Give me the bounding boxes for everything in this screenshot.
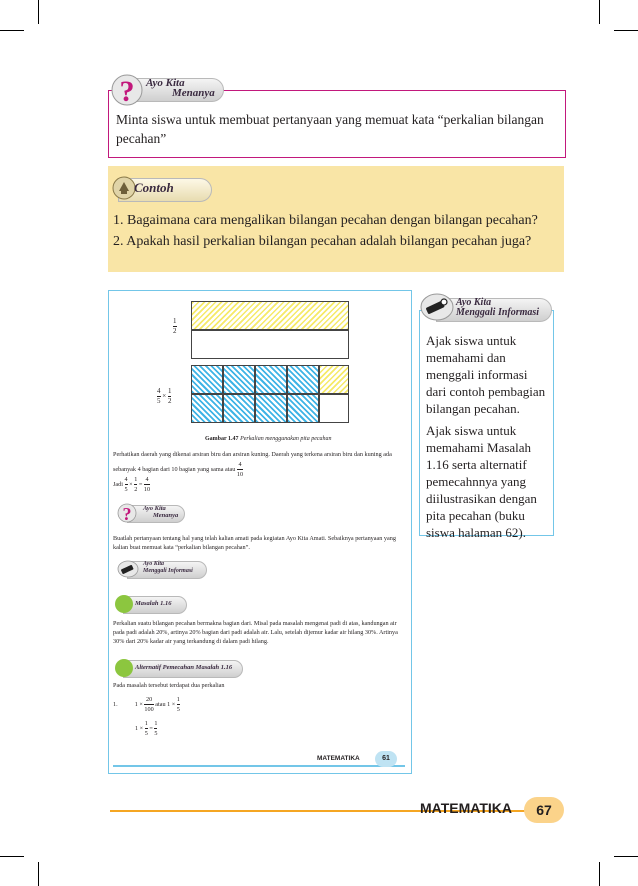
inner-jadi-line: Jadi $\frac{4}{5}$ × $\frac{1}{2}$ = $\frac{4}{10}$	[113, 476, 151, 493]
info-badge-title: Ayo Kita Menggali Informasi	[456, 297, 540, 318]
info-paragraph-1: Ajak siswa untuk memahami dan menggali informasi dari contoh pembagian bilangan pecahan.	[426, 333, 546, 416]
inner-info-badge-title: Ayo Kita Menggali Informasi	[143, 561, 193, 574]
inner-footer-label: MATEMATIKA	[317, 755, 360, 762]
strip-cell-blue	[287, 394, 319, 423]
crop-mark	[38, 862, 39, 886]
svg-text:?: ?	[122, 504, 132, 523]
inner-page-number: 61	[375, 751, 397, 767]
crop-mark	[38, 0, 39, 24]
ask-badge-title: Ayo Kita Menanya	[146, 77, 215, 99]
magnifier-icon	[117, 559, 139, 579]
inner-paragraph-2: Buatlah pertanyaan tentang hal yang telah kalian amati pada kegiatan Ayo Kita Amati. Sebaiknya pertanyaan yang kalian buat memuat kata “perkalian bilangan pecahan”.	[113, 535, 396, 551]
crop-mark	[614, 856, 638, 857]
lightbulb-icon	[115, 659, 133, 677]
strip-half-blank	[191, 330, 349, 359]
example-icon	[112, 176, 136, 200]
figure-caption: Gambar 1.47 Perkalian menggunakan pita pecahan	[205, 436, 332, 442]
info-text	[426, 332, 548, 541]
inner-footer-line	[113, 765, 405, 767]
strip-cell-both	[255, 365, 287, 394]
inner-paragraph-4: Pada masalah tersebut terdapat dua perkalian	[113, 682, 225, 689]
strip-cell-both	[191, 365, 223, 394]
frac-expr-label: $\frac{4}{5}$ × $\frac{1}{2}$	[157, 387, 172, 405]
crop-mark	[0, 856, 24, 857]
example-question-2: 2. Apakah hasil perkalian bilangan pecahan adalah bilangan pecahan juga?	[113, 234, 532, 249]
strip-cell-both	[223, 365, 255, 394]
crop-mark	[599, 862, 600, 886]
question-mark-icon	[110, 72, 144, 106]
example-badge-title: Contoh	[134, 180, 174, 195]
strip-cell-both	[287, 365, 319, 394]
strip-cell-yellow	[319, 365, 349, 394]
strip-cell-blank	[319, 394, 349, 423]
magnifier-icon	[420, 292, 454, 322]
alt-badge-title: Alternatif Pemecahan Masalah 1.16	[135, 664, 233, 671]
ask-instruction-text: Minta siswa untuk membuat pertanyaan yang memuat kata “perkalian bilangan pecahan”	[116, 112, 544, 146]
example-questions	[113, 210, 563, 252]
crop-mark	[614, 30, 638, 31]
example-question-1: 1. Bagaimana cara mengalikan bilangan pecahan dengan bilangan pecahan?	[113, 213, 538, 228]
strip-cell-blue	[191, 394, 223, 423]
page-number: 67	[524, 797, 564, 823]
masalah-badge-title: Masalah 1.16	[135, 600, 172, 607]
footer-label: MATEMATIKA	[420, 800, 513, 816]
info-paragraph-2: Ajak siswa untuk memahami Masalah 1.16 serta alternatif pemecahnnya yang diilustrasikan dengan pita pecahan (buku siswa halaman 62).	[426, 423, 537, 540]
masalah-icon	[115, 595, 133, 613]
strip-half-shaded	[191, 301, 349, 330]
inner-paragraph-1: Perhatikan daerah yang dikenai arsiran biru dan arsiran kuning. Daerah yang terkena arsiran biru dan kuning ada sebanyak 4 bagian dari 10 bagian yang sama atau $\frac{4}{10}$	[113, 451, 392, 478]
inner-paragraph-3: Perkalian suatu bilangan pecahan bermakna bagian dari. Misal pada masalah mengenai padi di atas, kandungan air pada padi adalah 20%, artinya 20% bagian dari padi adalah air. Lalu, setelah dijemur kadar air hilang 30%. Artinya 30% dari 20% kadar air yang terkandung di dalam padi hilang.	[113, 620, 398, 645]
inner-math-line-2: 1 × $\frac{1}{5}$ = $\frac{1}{5}$	[135, 720, 158, 737]
crop-mark	[599, 0, 600, 24]
question-mark-icon	[117, 503, 137, 523]
strip-cell-blue	[255, 394, 287, 423]
crop-mark	[0, 30, 24, 31]
inner-book-page	[108, 290, 412, 774]
svg-text:?: ?	[119, 75, 135, 106]
frac-half-label: $\frac{1}{2}$	[173, 317, 177, 335]
inner-ask-badge-title: Ayo Kita Menanya	[143, 505, 179, 519]
strip-cell-blue	[223, 394, 255, 423]
inner-math-line-1: 1. 1 × $\frac{20}{100}$ atau 1 × $\frac{1}{5}$	[113, 696, 180, 713]
